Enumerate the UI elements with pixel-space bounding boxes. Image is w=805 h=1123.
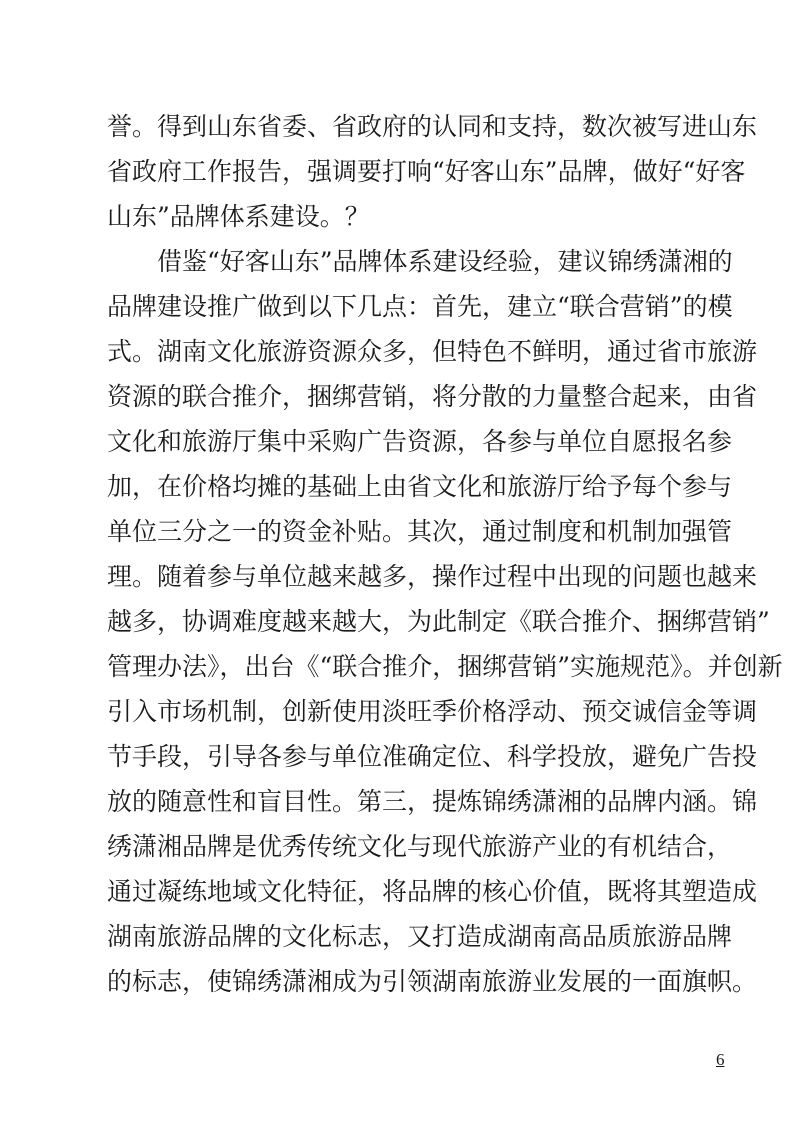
text-line: 越多，协调难度越来越大，为此制定《联合推介、捆绑营销” (107, 607, 770, 636)
text-line: 绣潇湘品牌是优秀传统文化与现代旅游产业的有机结合， (107, 832, 733, 861)
text-line: 节手段，引导各参与单位准确定位、科学投放，避免广告投 (107, 742, 758, 771)
text-line: 引入市场机制，创新使用淡旺季价格浮动、预交诚信金等调 (107, 697, 758, 726)
text-line: 式。湖南文化旅游资源众多，但特色不鲜明，通过省市旅游 (107, 337, 758, 366)
text-line: 资源的联合推介，捆绑营销，将分散的力量整合起来，由省 (107, 382, 758, 411)
text-line: 山东”品牌体系建设。？ (107, 202, 370, 231)
page-number: 6 (716, 1050, 725, 1069)
text-line: 通过凝练地域文化特征，将品牌的核心价值，既将其塑造成 (107, 877, 758, 906)
text-line: 单位三分之一的资金补贴。其次，通过制度和机制加强管 (107, 517, 733, 546)
text-line: 借鉴“好客山东”品牌体系建设经验，建议锦绣潇湘的 (157, 247, 733, 276)
text-line: 品牌建设推广做到以下几点：首先，建立“联合营销”的模 (107, 292, 733, 321)
text-line: 湖南旅游品牌的文化标志，又打造成湖南高品质旅游品牌 (107, 922, 733, 951)
text-line: 誉。得到山东省委、省政府的认同和支持，数次被写进山东 (107, 112, 758, 141)
text-line: 的标志，使锦绣潇湘成为引领湖南旅游业发展的一面旗帜。 (107, 967, 758, 996)
text-line: 理。随着参与单位越来越多，操作过程中出现的问题也越来 (107, 562, 758, 591)
text-line: 文化和旅游厅集中采购广告资源，各参与单位自愿报名参 (107, 427, 733, 456)
text-line: 管理办法》，出台《“联合推介，捆绑营销”实施规范》。并创新 (107, 652, 783, 681)
text-line: 省政府工作报告，强调要打响“好客山东”品牌，做好“好客 (107, 157, 746, 186)
text-line: 加，在价格均摊的基础上由省文化和旅游厅给予每个参与 (107, 472, 733, 501)
text-line: 放的随意性和盲目性。第三，提炼锦绣潇湘的品牌内涵。锦 (107, 787, 758, 816)
